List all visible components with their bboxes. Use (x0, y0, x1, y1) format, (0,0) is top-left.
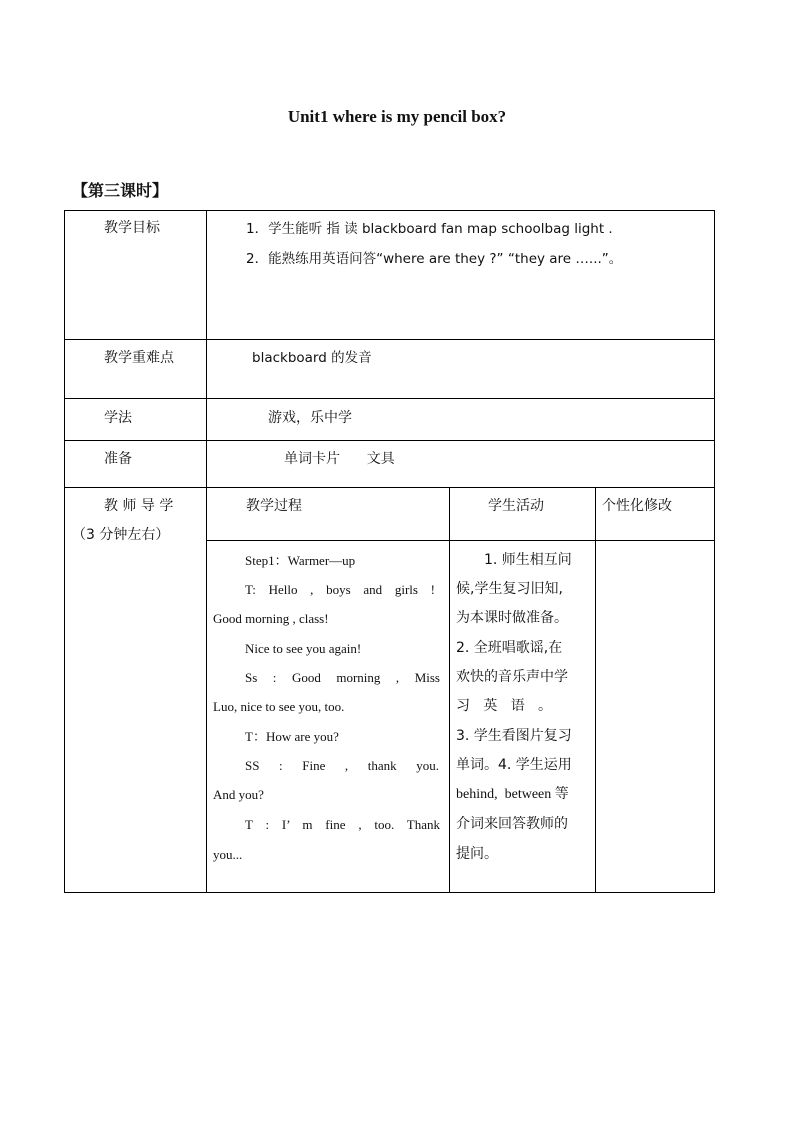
preparation-content: 单词卡片 文具 (284, 451, 395, 467)
objectives-label: 教学目标 (104, 220, 160, 236)
student-activity-line: 2. 全班唱歌谣,在 (456, 640, 563, 656)
student-activity-line: 为本课时做准备。 (456, 610, 568, 626)
process-line: Good morning , class! (213, 611, 329, 626)
student-activity-line: behind, between 等 (456, 787, 569, 802)
student-activity-line: 3. 学生看图片复习 (456, 728, 572, 744)
lesson-period-heading: 【第三课时】 (72, 181, 169, 200)
method-content: 游戏，乐中学 (268, 410, 352, 426)
preparation-label: 准备 (104, 451, 132, 467)
process-line: you... (213, 847, 243, 862)
student-activity-line: 习 英 语 。 (456, 698, 553, 714)
process-line: And you? (213, 787, 264, 802)
objectives-line-2: 2．能熟练用英语问答“where are they ?” “they are …...”。 (246, 251, 623, 267)
process-line: T：How are you? (245, 729, 339, 744)
student-activity-line: 介词来回答教师的 (456, 816, 568, 832)
method-label: 学法 (104, 410, 132, 426)
student-activity-line: 候,学生复习旧知, (456, 581, 563, 597)
guide-time-note: （3 分钟左右） (72, 527, 170, 543)
column-header-process: 教学过程 (246, 498, 302, 514)
student-activity-line: 提问。 (456, 846, 498, 862)
objectives-line-1: 1．学生能听 指 读 blackboard fan map schoolbag light . (246, 221, 613, 237)
column-header-personal: 个性化修改 (602, 498, 672, 514)
guide-label: 教 师 导 学 (104, 498, 174, 514)
difficulty-content: blackboard 的发音 (252, 350, 372, 366)
process-line: Ss : Good morning , Miss (245, 670, 440, 685)
student-activity-line: 欢快的音乐声中学 (456, 669, 568, 685)
column-header-student: 学生活动 (488, 498, 544, 514)
process-line: SS : Fine , thank you. (245, 758, 439, 773)
difficulty-label: 教学重难点 (104, 350, 174, 366)
student-activity-line: 单词。4. 学生运用 (456, 757, 572, 773)
document-title: Unit1 where is my pencil box? (287, 107, 507, 126)
process-line: Nice to see you again! (245, 641, 362, 656)
process-line: T: Hello , boys and girls ! (245, 582, 435, 597)
process-line: T : I’ m fine , too. Thank (245, 817, 440, 832)
process-line: Luo, nice to see you, too. (213, 699, 345, 714)
process-line: Step1：Warmer—up (245, 553, 356, 568)
student-activity-line: 1. 师生相互问 (484, 552, 572, 568)
